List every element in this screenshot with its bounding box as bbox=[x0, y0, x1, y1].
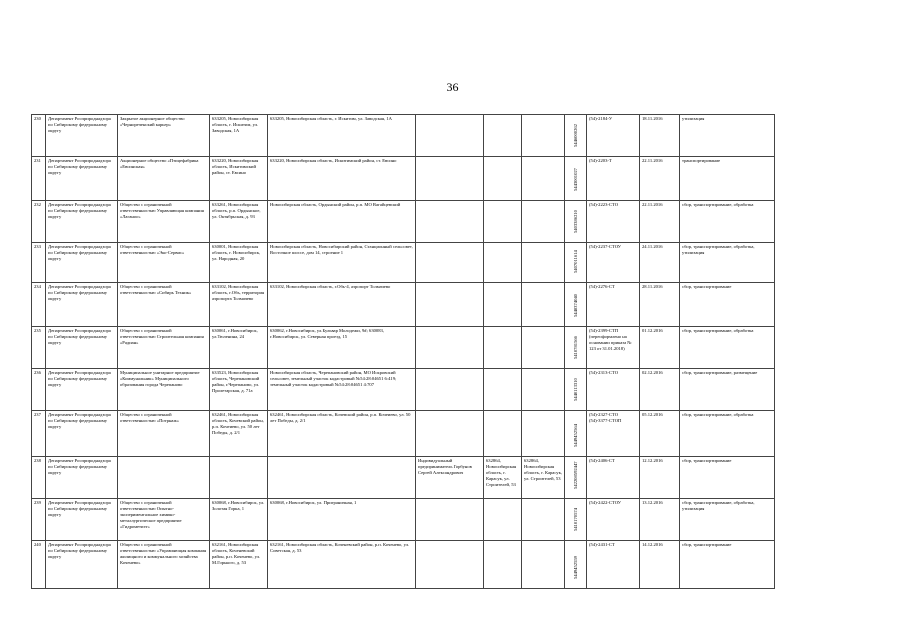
inn-cell bbox=[565, 457, 587, 499]
department-cell: Департамент Росприроднадзора по Сибирскому федеральному округу bbox=[46, 457, 118, 499]
entrepreneur-cell bbox=[416, 411, 484, 457]
table-row bbox=[32, 499, 775, 541]
department-cell: Департамент Росприроднадзора по Сибирскому федеральному округу bbox=[46, 327, 118, 369]
row-number: 234 bbox=[32, 283, 46, 327]
entrepreneur-cell bbox=[416, 283, 484, 327]
row-number: 236 bbox=[32, 369, 46, 411]
organization-address-cell: 630001, Новосибирская область, г. Новосибирск, ул. Народная, 20 bbox=[210, 243, 268, 283]
row-number: 233 bbox=[32, 243, 46, 283]
organization-cell: Общество с ограниченной ответственностью Строительная компания «Радиан» bbox=[118, 327, 210, 369]
organization-address-cell: 630068, г.Новосибирск, ул. Золотая Горка, 1 bbox=[210, 499, 268, 541]
date-cell: 24.11.2016 bbox=[640, 243, 680, 283]
row-number: 239 bbox=[32, 499, 46, 541]
object-address-cell: 633205, Новосибирская область, г. Искитим, ул. Заводская, 1А bbox=[268, 115, 416, 157]
date-cell: 05.12.2016 bbox=[640, 411, 680, 457]
organization-address-cell: 632461, Новосибирская область, Кочевский район, р.п. Кочеиево, ул. 50 лет Победы, д. 2/1 bbox=[210, 411, 268, 457]
department-cell: Департамент Росприроднадзора по Сибирскому федеральному округу bbox=[46, 541, 118, 589]
entrepreneur-cell: Индивидуальный предприниматель Горбунов Сергей Александрович bbox=[416, 457, 484, 499]
organization-address-cell: 633102, Новосибирская область, г.Обь, территория аэропорта Толмачево bbox=[210, 283, 268, 327]
date-cell: 02.12.2016 bbox=[640, 369, 680, 411]
row-number: 237 bbox=[32, 411, 46, 457]
department-cell: Департамент Росприроднадзора по Сибирскому федеральному округу bbox=[46, 201, 118, 243]
inn-value: 5403386210 bbox=[572, 210, 578, 233]
date-cell: 22.11.2016 bbox=[640, 201, 680, 243]
object-address-cell: Новосибирская область, Ордынский район, р.п. МО Вагайцевский bbox=[268, 201, 416, 243]
object-address-cell: 632461, Новосибирская область, Кочевский район, р.п. Кочеиево, ул. 50 лет Победы, д. 2/1 bbox=[268, 411, 416, 457]
table-row bbox=[32, 411, 775, 457]
entrepreneur-cell bbox=[416, 201, 484, 243]
organization-address-cell bbox=[210, 457, 268, 499]
organization-address-cell: 632161, Новосибирская область, Коченевский район, р.п. Коченево, ул. М.Горького, д. 53 bbox=[210, 541, 268, 589]
entrepreneur-postal-cell bbox=[484, 157, 522, 201]
organization-cell bbox=[118, 457, 210, 499]
table-row bbox=[32, 201, 775, 243]
inn-cell bbox=[565, 411, 587, 457]
activity-types-cell: сбор, транспортирование, обработка bbox=[680, 327, 775, 369]
inn-cell bbox=[565, 157, 587, 201]
registration-number-cell: (54)-2327-СТО (54)-3377-СТОП bbox=[587, 411, 640, 457]
row-number: 238 bbox=[32, 457, 46, 499]
entrepreneur-postal-cell bbox=[484, 201, 522, 243]
table-row bbox=[32, 327, 775, 369]
object-address-cell: Новосибирская область, Черепановский район, МО Искровский сельсовет, земельный участок кадастровый №54:28:04651 6:419; земельный участок кадастровый №54:28:04651 4:707 bbox=[268, 369, 416, 411]
registration-number-cell: (54)-2203-Т bbox=[587, 157, 640, 201]
inn-value: 5410170574 bbox=[572, 508, 578, 531]
entrepreneur-address-cell bbox=[522, 243, 565, 283]
inn-cell bbox=[565, 115, 587, 157]
date-cell: 28.11.2016 bbox=[640, 283, 680, 327]
table-row bbox=[32, 369, 775, 411]
entrepreneur-address-cell bbox=[522, 283, 565, 327]
page-number: 36 bbox=[446, 80, 459, 94]
entrepreneur-address-cell bbox=[522, 499, 565, 541]
entrepreneur-cell bbox=[416, 157, 484, 201]
entrepreneur-postal-cell bbox=[484, 283, 522, 327]
row-number: 230 bbox=[32, 115, 46, 157]
inn-value: 5407011614 bbox=[572, 250, 578, 273]
entrepreneur-postal-cell bbox=[484, 369, 522, 411]
organization-address-cell: 633261, Новосибирская область, р.п. Ордынское, ул. Октябрьская, д. 93 bbox=[210, 201, 268, 243]
table-row bbox=[32, 157, 775, 201]
registration-number-cell: (54)-2431-СТ bbox=[587, 541, 640, 589]
department-cell: Департамент Росприроднадзора по Сибирскому федеральному округу bbox=[46, 411, 118, 457]
department-cell: Департамент Росприроднадзора по Сибирскому федеральному округу bbox=[46, 499, 118, 541]
activity-types-cell: сбор, транспортирование, обработка, утилизация bbox=[680, 243, 775, 283]
activity-types-cell: сбор, транспортирование bbox=[680, 283, 775, 327]
inn-cell bbox=[565, 243, 587, 283]
entrepreneur-cell bbox=[416, 243, 484, 283]
organization-cell: Муниципальное унитарное предприятие «Коммунальник» Муниципального образования города Черепаново bbox=[118, 369, 210, 411]
table-body bbox=[32, 115, 775, 589]
table-row bbox=[32, 243, 775, 283]
entrepreneur-postal-cell bbox=[484, 243, 522, 283]
entrepreneur-postal-cell bbox=[484, 327, 522, 369]
registration-number-cell: (54)-2276-СТ bbox=[587, 283, 640, 327]
date-cell: 18.11.2016 bbox=[640, 115, 680, 157]
registration-number-cell: (54)-2399-СТП (переоформлено на основании приказа № 123 от 31.01.2018) bbox=[587, 327, 640, 369]
object-address-cell: 632161, Новосибирская область, Коченевский район, р.п. Коченево, ул. Советская, д. 53 bbox=[268, 541, 416, 589]
inn-value: 5448374040 bbox=[572, 294, 578, 317]
activity-types-cell: утилизация bbox=[680, 115, 775, 157]
row-number: 231 bbox=[32, 157, 46, 201]
activity-types-cell: транспортирование bbox=[680, 157, 775, 201]
entrepreneur-cell bbox=[416, 369, 484, 411]
object-address-cell: 633102, Новосибирская область, г.Обь-4, аэропорт Толмачево bbox=[268, 283, 416, 327]
inn-cell bbox=[565, 283, 587, 327]
entrepreneur-postal-cell: 632864, Новосибирская область, г. Карасук, ул. Строителей, 53 bbox=[484, 457, 522, 499]
inn-cell bbox=[565, 327, 587, 369]
department-cell: Департамент Росприроднадзора по Сибирскому федеральному округу bbox=[46, 283, 118, 327]
object-address-cell bbox=[268, 457, 416, 499]
organization-cell: Акционерное общество «Птицефабрика «Евсинская» bbox=[118, 157, 210, 201]
inn-value: 5449452559 bbox=[572, 556, 578, 579]
inn-value: 5449452564 bbox=[572, 424, 578, 447]
inn-cell bbox=[565, 541, 587, 589]
entrepreneur-address-cell bbox=[522, 327, 565, 369]
organization-cell: Общество с ограниченной ответственностью «Потрнаж» bbox=[118, 411, 210, 457]
entrepreneur-cell bbox=[416, 541, 484, 589]
table-row bbox=[32, 457, 775, 499]
table-row bbox=[32, 283, 775, 327]
registration-number-cell: (54)-2223-СТО bbox=[587, 201, 640, 243]
object-address-cell: Новосибирская область, Новосибирский район, Станционный сельсовет, Восточное шоссе, дом 14, строение 1 bbox=[268, 243, 416, 283]
department-cell: Департамент Росприроднадзора по Сибирскому федеральному округу bbox=[46, 243, 118, 283]
organization-cell: Общество с ограниченной ответственностью Опытно-экспериментальное химико-металлургическое предприятие «Гидрометиэт» bbox=[118, 499, 210, 541]
table-row bbox=[32, 541, 775, 589]
entrepreneur-address-cell bbox=[522, 369, 565, 411]
inn-value: 5443001027 bbox=[572, 168, 578, 191]
entrepreneur-address-cell: 632864, Новосибирская область, г. Карасук, ул. Строителей, 53 bbox=[522, 457, 565, 499]
entrepreneur-address-cell bbox=[522, 201, 565, 243]
department-cell: Департамент Росприроднадзора по Сибирскому федеральному округу bbox=[46, 157, 118, 201]
registration-number-cell: (54)-2184-У bbox=[587, 115, 640, 157]
inn-cell bbox=[565, 201, 587, 243]
organization-address-cell: 633220, Новосибирская область, Искитимский район, ст. Евсино bbox=[210, 157, 268, 201]
registration-number-cell: (54)-2406-СТ bbox=[587, 457, 640, 499]
entrepreneur-cell bbox=[416, 115, 484, 157]
organization-cell: Общество с ограниченной ответственностью «Управляющая компания жилищного и коммунального хозяйства Коченево» bbox=[118, 541, 210, 589]
inn-cell bbox=[565, 369, 587, 411]
object-address-cell: 633220, Новосибирская область, Искитимский район, ст. Евсино bbox=[268, 157, 416, 201]
registration-number-cell: (54)-2422-СТОУ bbox=[587, 499, 640, 541]
activity-types-cell: сбор, транспортирование, обработка, утилизация bbox=[680, 499, 775, 541]
date-cell: 01.12.2016 bbox=[640, 327, 680, 369]
row-number: 232 bbox=[32, 201, 46, 243]
entrepreneur-postal-cell bbox=[484, 115, 522, 157]
activity-types-cell: сбор, транспортирование, обработка bbox=[680, 201, 775, 243]
date-cell: 22.11.2016 bbox=[640, 157, 680, 201]
inn-value: 5410781566 bbox=[572, 336, 578, 359]
row-number: 235 bbox=[32, 327, 46, 369]
inn-value: 5440113310 bbox=[572, 378, 578, 401]
object-address-cell: 630062, г.Новосибирск, ул.Бульвар Молодежи, 9#; 630083, г.Новосибирск, ул. Северная проезд, 15 bbox=[268, 327, 416, 369]
organization-cell: Общество с ограниченной ответственностью Управляющая компания «Лаганоо» bbox=[118, 201, 210, 243]
entrepreneur-address-cell bbox=[522, 541, 565, 589]
registration-number-cell: (54)-2237-СТОУ bbox=[587, 243, 640, 283]
organization-address-cell: 633205, Новосибирская область, г. Искитим, ул. Заводская, 1А bbox=[210, 115, 268, 157]
entrepreneur-postal-cell bbox=[484, 411, 522, 457]
activity-types-cell: сбор, транспортирование, обработка bbox=[680, 411, 775, 457]
entrepreneur-address-cell bbox=[522, 115, 565, 157]
activity-types-cell: сбор, транспортирование bbox=[680, 457, 775, 499]
entrepreneur-postal-cell bbox=[484, 499, 522, 541]
organization-address-cell: 633523, Новосибирская область, Черепановский район, г.Черепаново, ул. Пролетарская, д. 71а bbox=[210, 369, 268, 411]
organization-cell: Закрытое акционерное общество «Чернореченский карьер» bbox=[118, 115, 210, 157]
date-cell: 13.12.2016 bbox=[640, 499, 680, 541]
activity-types-cell: сбор, транспортирование bbox=[680, 541, 775, 589]
organization-cell: Общество с ограниченной ответственностью «Эко-Сервис» bbox=[118, 243, 210, 283]
entrepreneur-cell bbox=[416, 327, 484, 369]
department-cell: Департамент Росприроднадзора по Сибирскому федеральному округу bbox=[46, 369, 118, 411]
activity-types-cell: сбор, транспортирование, размещение bbox=[680, 369, 775, 411]
table-row bbox=[32, 115, 775, 157]
entrepreneur-cell bbox=[416, 499, 484, 541]
inn-value: 542208592447 bbox=[572, 461, 578, 489]
department-cell: Департамент Росприроднадзора по Сибирскому федеральному округу bbox=[46, 115, 118, 157]
organization-address-cell: 630061, г.Новосибирск, ул.Тюленина, 24 bbox=[210, 327, 268, 369]
inn-value: 5446000262 bbox=[572, 124, 578, 147]
registration-number-cell: (54)-2313-СТО bbox=[587, 369, 640, 411]
register-table bbox=[31, 114, 775, 589]
entrepreneur-postal-cell bbox=[484, 541, 522, 589]
organization-cell: Общество с ограниченной ответственностью «Сибирь Техник» bbox=[118, 283, 210, 327]
date-cell: 14.12.2016 bbox=[640, 541, 680, 589]
date-cell: 12.12.2016 bbox=[640, 457, 680, 499]
entrepreneur-address-cell bbox=[522, 411, 565, 457]
row-number: 240 bbox=[32, 541, 46, 589]
entrepreneur-address-cell bbox=[522, 157, 565, 201]
inn-cell bbox=[565, 499, 587, 541]
object-address-cell: 630068, г.Новосибирск, ул. Приграничная, 1 bbox=[268, 499, 416, 541]
